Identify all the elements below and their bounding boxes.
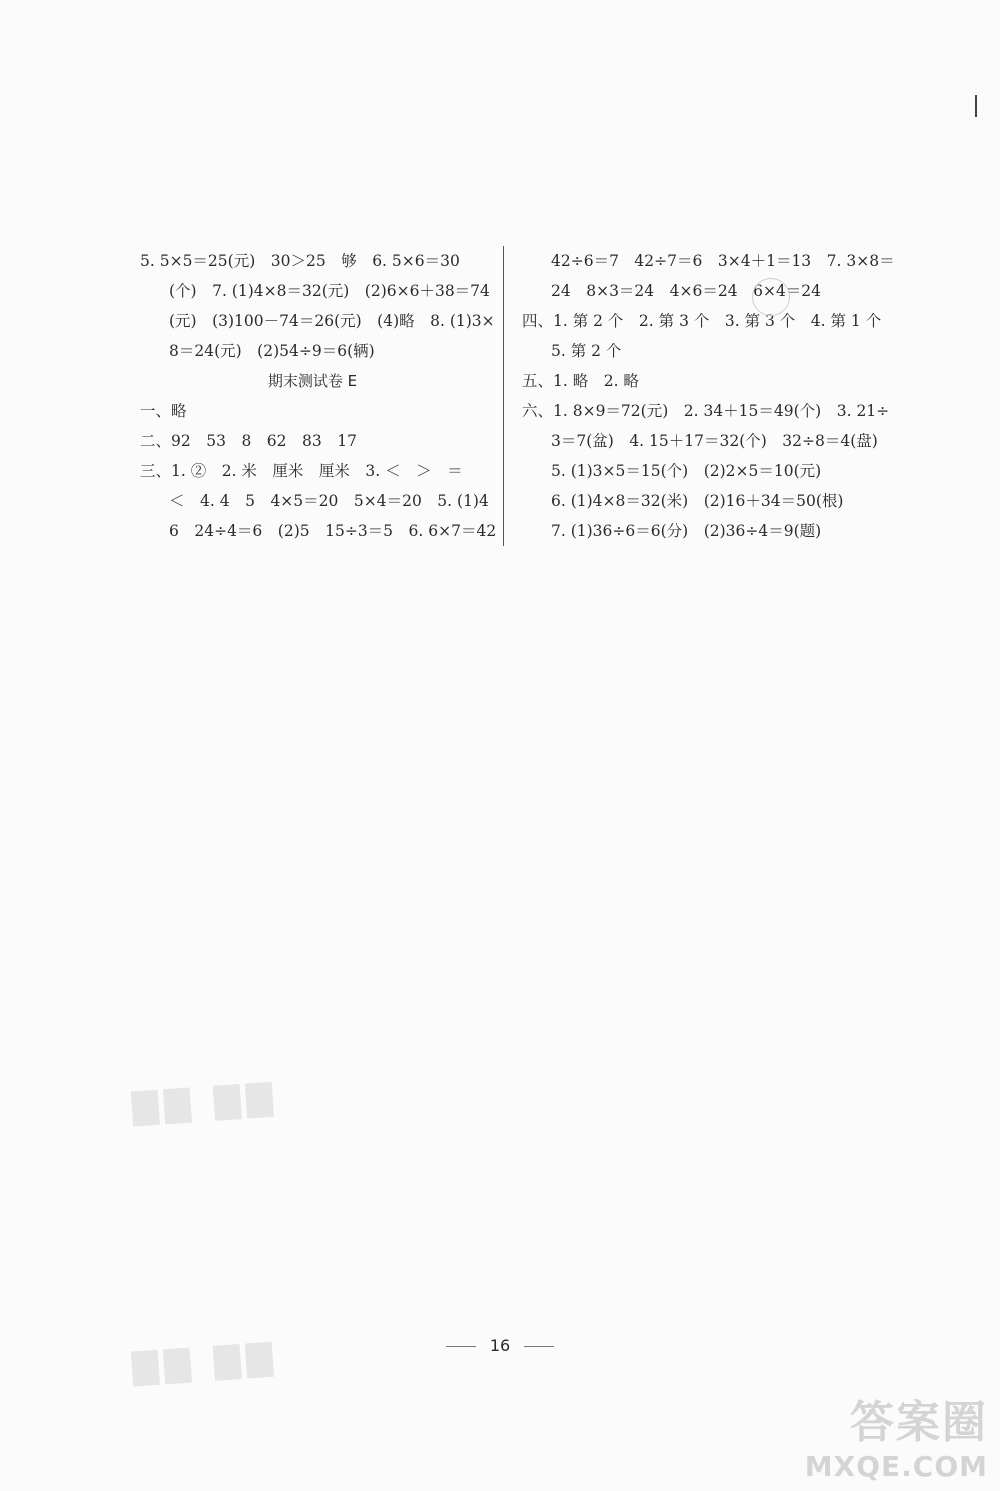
footer-dash [524, 1346, 554, 1347]
answer-line: ＜ 4. 4 5 4×5＝20 5×4＝20 5. (1)4 [169, 492, 489, 510]
watermark-url: MXQE.COM [804, 1450, 988, 1483]
footer-dash [446, 1346, 476, 1347]
watermark-logo-text: 答案圈 [850, 1397, 988, 1448]
watermark-logo [805, 1386, 988, 1483]
answer-line: 5. (1)3×5＝15(个) (2)2×5＝10(元) [551, 462, 822, 480]
answer-line: 3＝7(盆) 4. 15＋17＝32(个) 32÷8＝4(盘) [551, 432, 878, 450]
answer-line: 7. (1)36÷6＝6(分) (2)36÷4＝9(题) [551, 522, 822, 540]
faint-watermark-text: ▇▇ ▇▇ [130, 1336, 280, 1388]
section-title: 期末测试卷 E [267, 372, 358, 390]
right-column [522, 246, 895, 546]
page-number: 16 [489, 1336, 511, 1355]
answer-line: 8＝24(元) (2)54÷9＝6(辆) [169, 342, 375, 360]
page-footer [0, 1336, 1000, 1355]
column-divider [503, 246, 504, 546]
left-column [140, 246, 497, 546]
answer-line: 5. 5×5＝25(元) 30＞25 够 6. 5×6＝30 [140, 252, 460, 270]
answer-line: 三、1. ② 2. 米 厘米 厘米 3. ＜ ＞ ＝ [140, 462, 463, 480]
answer-line: 6 24÷4＝6 (2)5 15÷3＝5 6. 6×7＝42 [169, 522, 497, 540]
faint-stamp-mark [752, 278, 790, 316]
answer-line: 6. (1)4×8＝32(米) (2)16＋34＝50(根) [551, 492, 844, 510]
faint-watermark-text: ▇▇ ▇▇ [130, 1076, 280, 1128]
answer-line: 一、略 [140, 402, 187, 420]
answer-line: 五、1. 略 2. 略 [522, 372, 639, 390]
answer-line: 二、92 53 8 62 83 17 [140, 432, 357, 450]
edge-mark [975, 95, 977, 117]
answer-line: 24 8×3＝24 4×6＝24 6×4＝24 [551, 282, 822, 300]
answer-line: 42÷6＝7 42÷7＝6 3×4＋1＝13 7. 3×8＝ [551, 252, 895, 270]
answer-line: 5. 第 2 个 [551, 342, 622, 360]
answer-line: 六、1. 8×9＝72(元) 2. 34＋15＝49(个) 3. 21÷ [522, 402, 890, 420]
answer-line: (个) 7. (1)4×8＝32(元) (2)6×6＋38＝74 [169, 282, 490, 300]
answer-line: 四、1. 第 2 个 2. 第 3 个 3. 第 3 个 4. 第 1 个 [522, 312, 882, 330]
answer-line: (元) (3)100－74＝26(元) (4)略 8. (1)3× [169, 312, 495, 330]
